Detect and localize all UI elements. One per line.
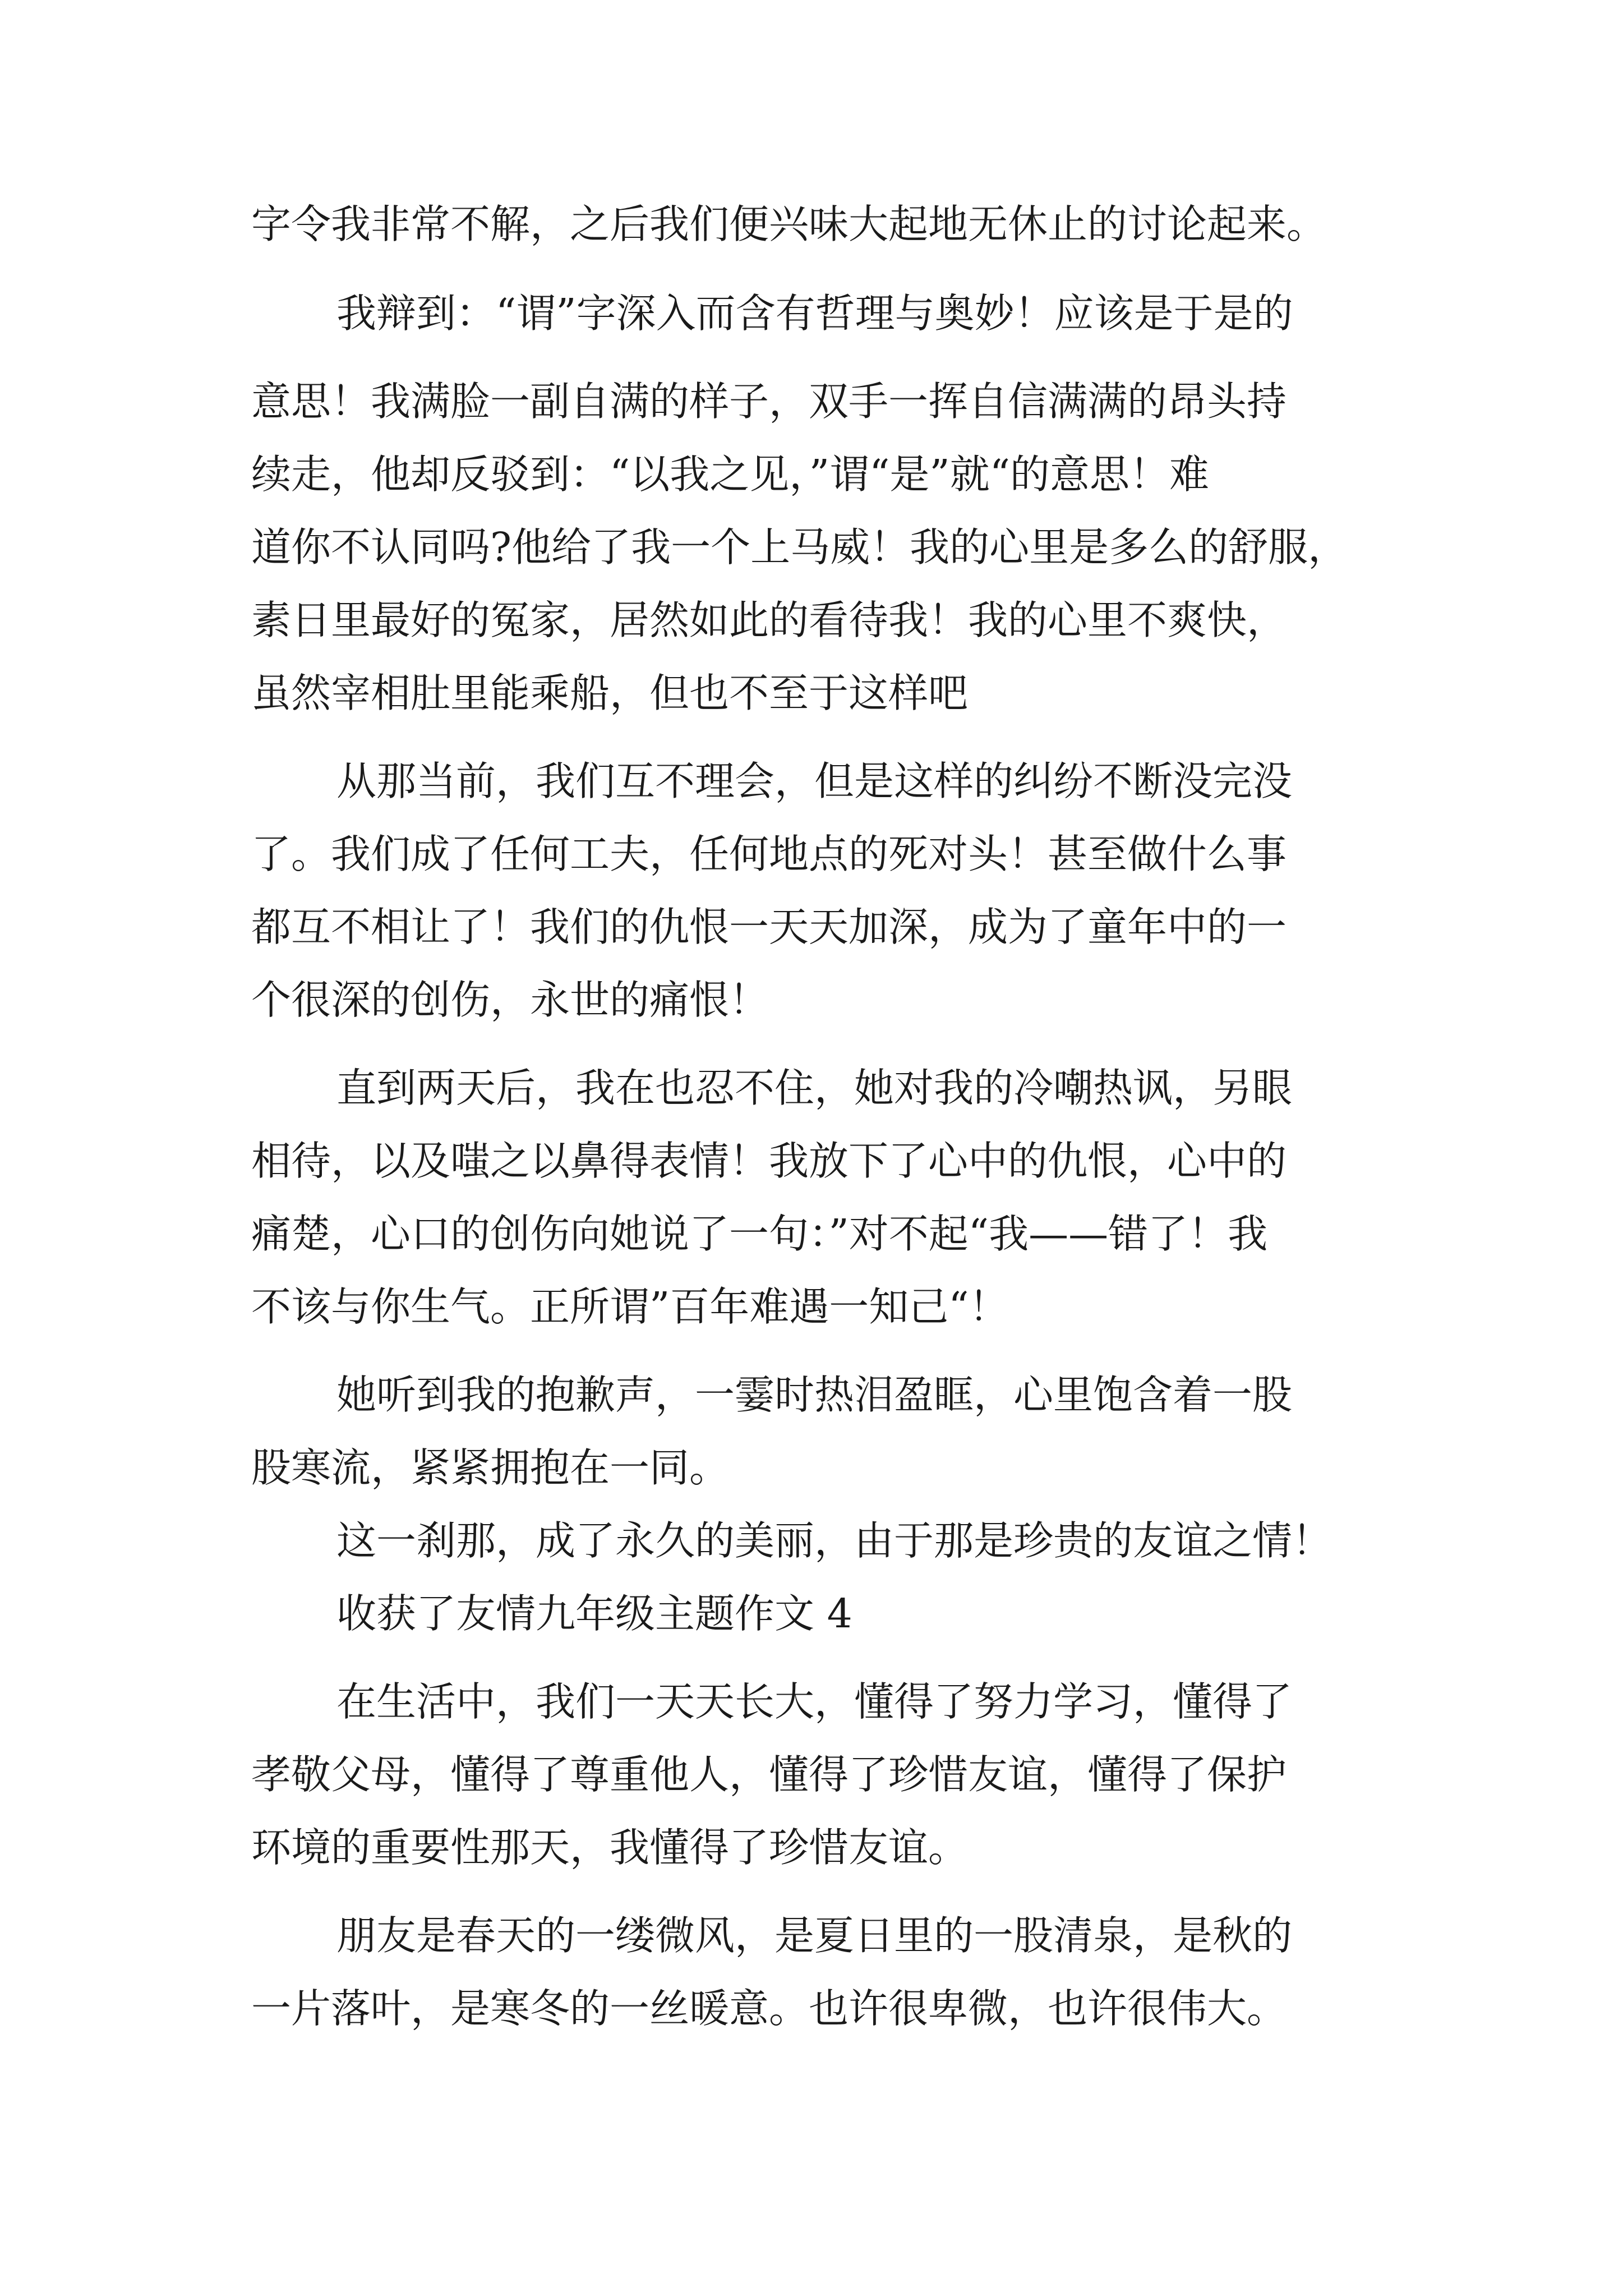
text-line: 素日里最好的冤家，居然如此的看待我！我的心里不爽快， — [251, 597, 1287, 643]
text-line: 从那当前，我们互不理会，但是这样的纠纷不断没完没 — [336, 758, 1293, 804]
text-line: 环境的重要性那天，我懂得了珍惜友谊。 — [251, 1824, 969, 1871]
text-line: 都互不相让了！我们的仇恨一天天加深，成为了童年中的一 — [251, 904, 1287, 950]
text-line: 续走，他却反驳到：“以我之见，”谓“是”就“的意思！难 — [251, 451, 1209, 498]
text-line: 不该与你生气。正所谓”百年难遇一知己“！ — [251, 1283, 1009, 1330]
text-line: 股寒流，紧紧拥抱在一同。 — [251, 1444, 730, 1491]
text-line: 她听到我的抱歉声，一霎时热泪盈眶，心里饱含着一股 — [336, 1372, 1293, 1418]
text-line: 在生活中，我们一天天长大，懂得了努力学习，懂得了 — [336, 1678, 1293, 1725]
text-line: 个很深的创伤，永世的痛恨！ — [251, 977, 769, 1023]
text-line: 孝敬父母，懂得了尊重他人，懂得了珍惜友谊，懂得了保护 — [251, 1751, 1287, 1798]
text-line: 这一刹那，成了永久的美丽，由于那是珍贵的友谊之情！ — [336, 1517, 1332, 1564]
text-line: 一片落叶，是寒冬的一丝暖意。也许很卑微，也许很伟大。 — [251, 1985, 1287, 2032]
text-line: 相待，以及嗤之以鼻得表情！我放下了心中的仇恨，心中的 — [251, 1138, 1287, 1184]
section-heading: 收获了友情九年级主题作文 4 — [336, 1590, 852, 1637]
text-line: 字令我非常不解，之后我们便兴味大起地无休止的讨论起来。 — [251, 201, 1327, 247]
text-line: 意思！我满脸一副自满的样子，双手一挥自信满满的昂头持 — [251, 378, 1287, 425]
text-line: 虽然宰相肚里能乘船，但也不至于这样吧 — [251, 670, 969, 716]
text-line: 我辩到：“谓”字深入而含有哲理与奥妙！应该是于是的 — [336, 290, 1293, 337]
text-line: 了。我们成了任何工夫，任何地点的死对头！甚至做什么事 — [251, 831, 1287, 877]
text-line: 道你不认同吗?他给了我一个上马威！我的心里是多么的舒服， — [251, 524, 1348, 570]
text-line: 直到两天后，我在也忍不住，她对我的冷嘲热讽，另眼 — [336, 1065, 1293, 1111]
text-line: 朋友是春天的一缕微风，是夏日里的一股清泉，是秋的 — [336, 1912, 1293, 1959]
text-line: 痛楚，心口的创伤向她说了一句：”对不起“我——错了！我 — [251, 1211, 1268, 1257]
